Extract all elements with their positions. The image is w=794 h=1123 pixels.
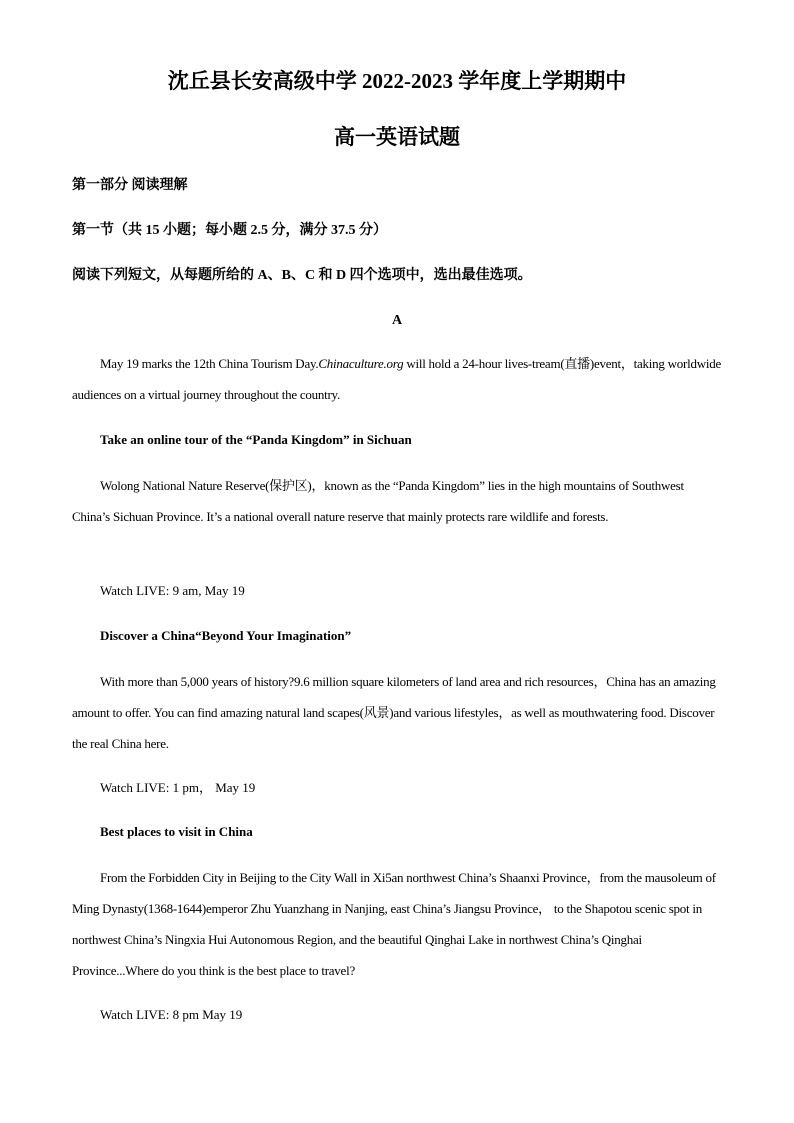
item-body-text: Wolong National Nature Reserve(保护区)，known as the “Panda Kingdom” lies in the high mountains of Southwest China’s Sichuan Province. It’s a national overall nature reserve that mainly protects rare wildlife and forests. xyxy=(72,478,684,524)
intro-site-name: Chinaculture.org xyxy=(318,356,404,371)
section-info: 第一节（共 15 小题；每小题 2.5 分，满分 37.5 分） xyxy=(72,223,387,238)
item-watch-live: Watch LIVE: 9 am, May 19 xyxy=(100,583,245,598)
item-body-text: With more than 5,000 years of history?9.6 million square kilometers of land area and rich resources，China has an amazing amount to offer. You can find amazing natural land scapes(风景)and various lifestyles，as well as mouthwatering food. Discover the real China here. xyxy=(72,674,716,751)
item-watch-live: Watch LIVE: 8 pm May 19 xyxy=(100,1007,243,1022)
intro-text-start: May 19 marks the 12th China Tourism Day. xyxy=(100,356,319,371)
exam-title: 沈丘县长安高级中学 2022-2023 学年度上学期期中 xyxy=(167,69,627,93)
item-body-text: From the Forbidden City in Beijing to the City Wall in Xi5an northwest China’s Shaanxi Province，from the mausoleum of Ming Dynasty(1368-1644)emperor Zhu Yuanzhang in Nanjing, east China’s Jiangsu Province， to the Shapotou scenic spot in northwest China’s Ningxia Hui Autonomous Region, and the beautiful Qinghai Lake in northwest China’s Qinghai Province...Where do you think is the best place to travel? xyxy=(72,870,716,978)
passage-intro xyxy=(72,348,722,410)
item-body xyxy=(72,666,722,759)
part-heading: 第一部分 阅读理解 xyxy=(72,178,188,193)
exam-subtitle: 高一英语试题 xyxy=(334,125,460,149)
item-watch-live: Watch LIVE: 1 pm， May 19 xyxy=(100,780,256,795)
instructions: 阅读下列短文，从每题所给的 A、B、C 和 D 四个选项中，选出最佳选项。 xyxy=(72,268,532,283)
item-heading: Take an online tour of the “Panda Kingdom” in Sichuan xyxy=(100,432,412,447)
item-body xyxy=(72,862,722,986)
item-heading: Discover a China“Beyond Your Imagination” xyxy=(100,628,352,643)
intro-text-end: will hold a 24-hour lives-tream(直播)event，taking worldwide audiences on a virtual journey throughout the country. xyxy=(72,356,721,402)
item-body xyxy=(72,470,722,532)
passage-label: A xyxy=(391,313,403,328)
item-heading: Best places to visit in China xyxy=(100,824,253,839)
